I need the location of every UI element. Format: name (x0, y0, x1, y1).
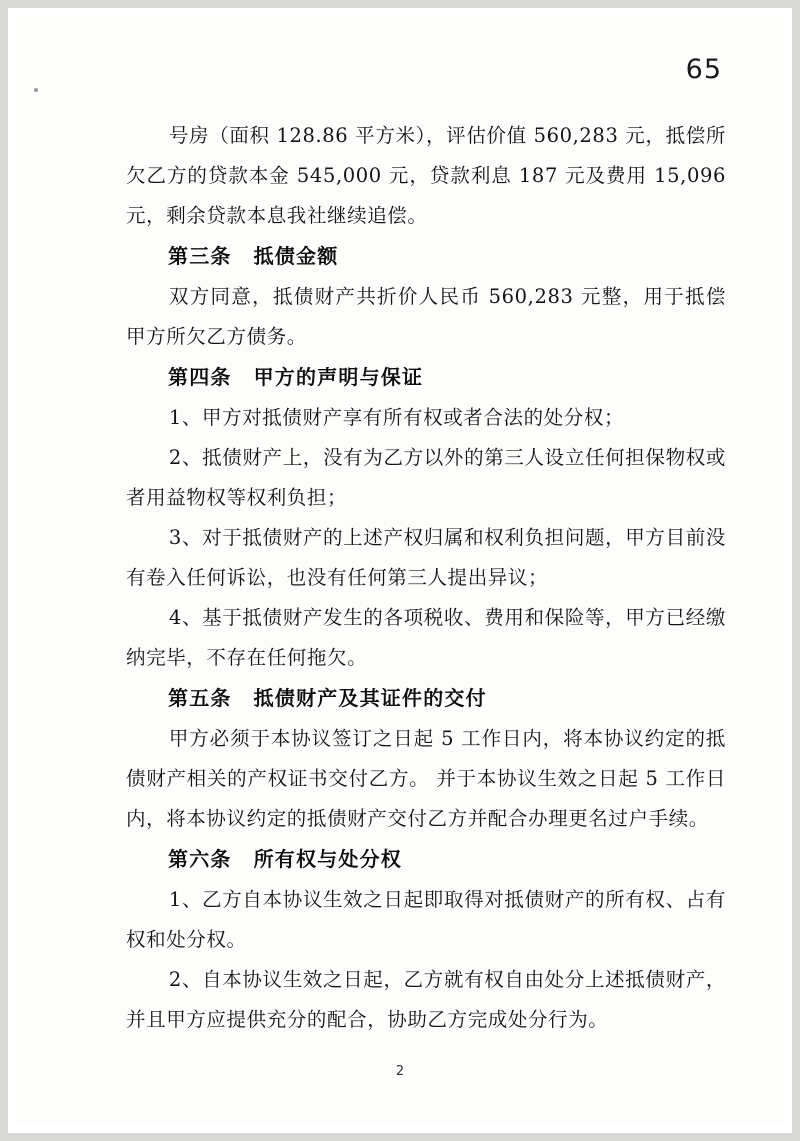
paragraph-article-five-body: 甲方必须于本协议签订之日起 5 工作日内，将本协议约定的抵债财产相关的产权证书交付乙方。 并于本协议生效之日起 5 工作日内，将本协议约定的抵债财产交付乙方并配合办理更名过户手续。 (126, 727, 726, 830)
document-body (126, 116, 726, 1040)
heading-article-five-label: 第五条 (168, 686, 232, 710)
heading-article-six-label: 第六条 (168, 847, 232, 871)
heading-article-four-label: 第四条 (168, 365, 232, 389)
heading-article-five (126, 678, 726, 719)
heading-article-six-title: 所有权与处分权 (253, 847, 403, 871)
page-paper-surface (16, 16, 784, 1125)
scan-speck-mark (34, 88, 38, 92)
heading-article-three-label: 第三条 (168, 244, 232, 268)
paragraph-article-four-item-4: 4、基于抵债财产发生的各项税收、费用和保险等，甲方已经缴纳完毕，不存在任何拖欠。 (126, 606, 726, 669)
heading-article-four (126, 357, 726, 398)
heading-article-four-title: 甲方的声明与保证 (253, 365, 424, 389)
heading-article-three-title: 抵债金额 (253, 244, 339, 268)
page-number-top: 65 (685, 54, 722, 85)
paragraph-article-six-item-2: 2、自本协议生效之日起，乙方就有权自由处分上述抵债财产，并且甲方应提供充分的配合，协助乙方完成处分行为。 (126, 968, 726, 1031)
paragraph-article-three-body: 双方同意，抵债财产共折价人民币 560,283 元整，用于抵偿甲方所欠乙方债务。 (126, 285, 726, 348)
paragraph-article-four-item-3: 3、对于抵债财产的上述产权归属和权利负担问题，甲方目前没有卷入任何诉讼，也没有任何第三人提出异议； (126, 526, 726, 589)
paragraph-article-four-item-1: 1、甲方对抵债财产享有所有权或者合法的处分权； (168, 406, 625, 429)
heading-article-five-title: 抵债财产及其证件的交付 (253, 686, 487, 710)
footer-page-number: 2 (395, 1064, 405, 1079)
paragraph-property-valuation: 号房（面积 128.86 平方米），评估价值 560,283 元，抵偿所欠乙方的贷款本金 545,000 元，贷款利息 187 元及费用 15,096 元，剩余贷款本息我社继续追偿。 (126, 124, 726, 227)
heading-article-three (126, 236, 726, 277)
heading-article-six (126, 839, 726, 880)
paragraph-article-six-item-1: 1、乙方自本协议生效之日起即取得对抵债财产的所有权、占有权和处分权。 (126, 888, 726, 951)
paragraph-article-four-item-2: 2、抵债财产上，没有为乙方以外的第三人设立任何担保物权或者用益物权等权利负担； (126, 446, 726, 509)
